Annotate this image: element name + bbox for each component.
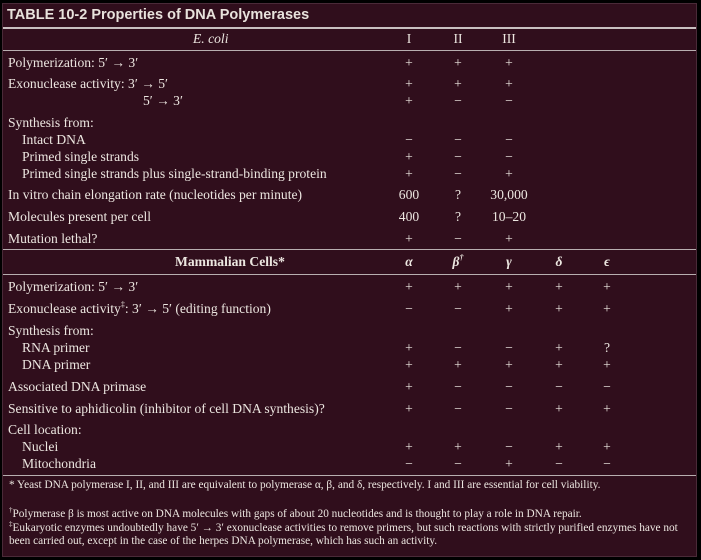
cell: −	[505, 439, 513, 454]
cell: +	[603, 401, 611, 416]
ecoli-col-2: II	[453, 31, 463, 46]
cell: +	[555, 301, 563, 316]
cell: +	[555, 357, 563, 372]
cell: +	[555, 279, 563, 294]
ecoli-col-3: III	[502, 31, 516, 46]
cell: −	[555, 379, 563, 394]
cell: +	[405, 279, 413, 294]
cell: −	[454, 379, 462, 394]
cell: +	[505, 456, 513, 471]
row-label: 5′ → 3′	[143, 93, 183, 108]
row-label: Exonuclease activity: 3′ → 5′	[8, 76, 168, 91]
cell: +	[454, 439, 462, 454]
cell: +	[603, 279, 611, 294]
cell: −	[454, 132, 462, 147]
cell: +	[405, 166, 413, 181]
cell: +	[555, 439, 563, 454]
footnote-dagger: †Polymerase β is most active on DNA molecules with gaps of about 20 nucleotides and is thought to play a role in DNA repair.	[9, 506, 582, 520]
row-label: Polymerization: 5′ → 3′	[8, 55, 139, 70]
row-label: Polymerization: 5′ → 3′	[8, 279, 139, 294]
cell: −	[405, 456, 413, 471]
cell: ?	[454, 209, 462, 224]
cell: −	[505, 401, 513, 416]
section-rule	[3, 249, 697, 250]
cell: +	[603, 357, 611, 372]
cell: +	[405, 76, 413, 91]
cell: −	[505, 340, 513, 355]
mammal-col-gamma: γ	[506, 254, 512, 269]
cell: −	[454, 166, 462, 181]
title-rule	[3, 27, 697, 29]
row-label: RNA primer	[22, 340, 90, 355]
cell: −	[555, 456, 563, 471]
mammal-col-delta: δ	[555, 254, 563, 269]
cell: −	[505, 379, 513, 394]
row-label: DNA primer	[22, 357, 91, 372]
cell: +	[555, 340, 563, 355]
cell: −	[454, 231, 462, 246]
cell: 600	[398, 187, 420, 202]
cell: +	[505, 76, 513, 91]
cell: +	[505, 279, 513, 294]
row-label: Primed single strands plus single-strand-binding protein	[22, 166, 327, 181]
row-label: Synthesis from:	[8, 323, 94, 338]
cell: −	[505, 93, 513, 108]
cell: +	[405, 93, 413, 108]
cell: −	[603, 379, 611, 394]
cell: +	[405, 149, 413, 164]
mammal-col-epsilon: ϵ	[604, 254, 610, 269]
cell: −	[603, 456, 611, 471]
cell: +	[505, 166, 513, 181]
cell: 10–20	[492, 209, 526, 224]
cell: −	[454, 149, 462, 164]
cell: +	[405, 357, 413, 372]
ecoli-col-1: I	[406, 31, 412, 46]
cell: +	[405, 379, 413, 394]
table-panel	[2, 3, 697, 557]
cell: −	[454, 401, 462, 416]
mammal-col-beta: β†	[452, 253, 464, 269]
ecoli-header: E. coli	[193, 31, 229, 46]
cell: −	[505, 149, 513, 164]
cell: +	[454, 55, 462, 70]
cell: +	[405, 340, 413, 355]
cell: +	[505, 55, 513, 70]
row-label: Mutation lethal?	[8, 231, 98, 246]
cell: +	[505, 231, 513, 246]
cell: 30,000	[490, 187, 528, 202]
cell: +	[454, 357, 462, 372]
cell: +	[454, 76, 462, 91]
cell: −	[454, 340, 462, 355]
cell: −	[454, 93, 462, 108]
mammal-header-rule	[3, 274, 697, 275]
cell: −	[405, 132, 413, 147]
row-label: Synthesis from:	[8, 115, 94, 130]
cell: +	[454, 279, 462, 294]
row-label: In vitro chain elongation rate (nucleotides per minute)	[8, 187, 303, 202]
cell: −	[505, 132, 513, 147]
footnote-double-dagger: ‡Eukaryotic enzymes undoubtedly have 5′ → 3′ exonuclease activities to remove primers, but such reactions with strictly purified enzymes have not been carried out, except in the case of the herpes DNA polymerase, which has such an activity.	[9, 520, 678, 547]
row-label: Associated DNA primase	[8, 379, 147, 394]
cell: 400	[398, 209, 420, 224]
cell: +	[603, 439, 611, 454]
row-label: Primed single strands	[22, 149, 140, 164]
cell: +	[603, 301, 611, 316]
footnote-rule	[3, 475, 697, 476]
cell: +	[505, 301, 513, 316]
row-label: Mitochondria	[22, 456, 96, 471]
footnote-star: * Yeast DNA polymerase I, II, and III are equivalent to polymerase α, β, and δ, respectively. I and III are essential for cell viability.	[9, 479, 601, 491]
cell: −	[454, 301, 462, 316]
row-label: Exonuclease activity‡: 3′ → 5′ (editing function)	[8, 300, 271, 316]
ecoli-header-rule	[3, 50, 697, 51]
cell: −	[454, 456, 462, 471]
cell: +	[405, 231, 413, 246]
row-label: Molecules present per cell	[8, 209, 152, 224]
row-label: Sensitive to aphidicolin (inhibitor of cell DNA synthesis)?	[8, 401, 325, 416]
cell: +	[555, 401, 563, 416]
cell: +	[405, 55, 413, 70]
cell: ?	[603, 340, 611, 355]
mammal-col-alpha: α	[405, 254, 413, 269]
cell: +	[405, 439, 413, 454]
row-label: Cell location:	[8, 422, 82, 437]
mammal-header: Mammalian Cells*	[175, 254, 285, 269]
row-label: Intact DNA	[22, 132, 86, 147]
cell: −	[405, 301, 413, 316]
cell: +	[405, 401, 413, 416]
cell: +	[505, 357, 513, 372]
row-label: Nuclei	[22, 439, 59, 454]
table-title: TABLE 10-2 Properties of DNA Polymerases	[7, 7, 310, 23]
cell: ?	[454, 187, 462, 202]
